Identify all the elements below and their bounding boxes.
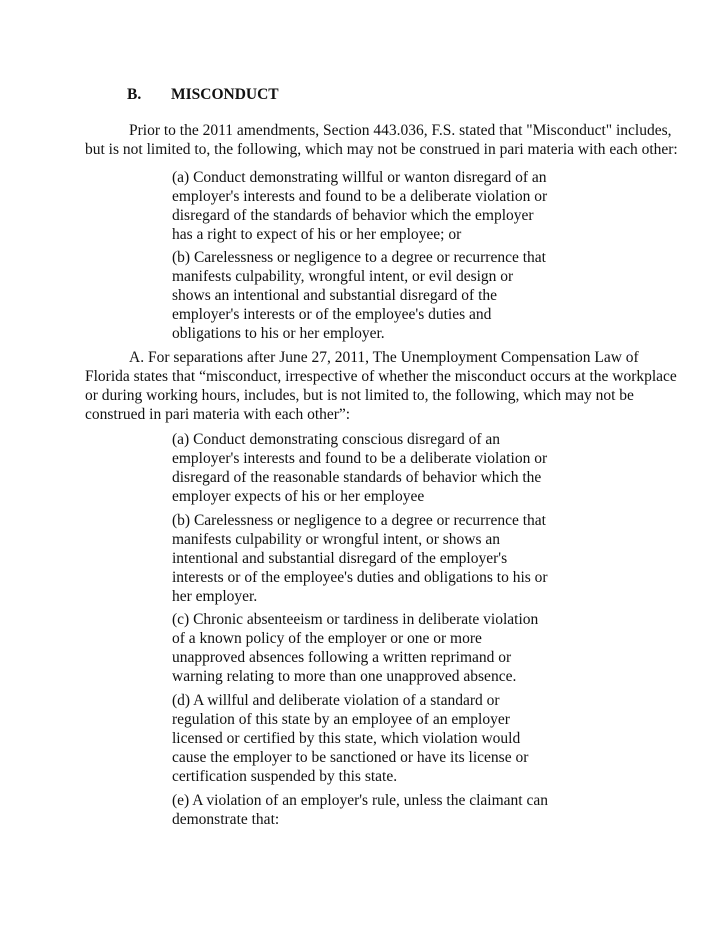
item-line: employer's interests and found to be a deliberate violation or [172,450,548,467]
old-item-a [172,168,548,244]
new-item-a [172,430,548,506]
item-line: employer's interests and found to be a deliberate violation or [172,188,548,205]
item-line: (a) Conduct demonstrating willful or wanton disregard of an [172,169,547,186]
item-line: disregard of the standards of behavior which the employer [172,207,534,224]
intro-paragraph [85,121,678,159]
section-title: MISCONDUCT [171,86,279,103]
item-line: warning relating to more than one unapproved absence. [172,668,517,685]
section-letter: B. [127,86,142,103]
section-heading [127,86,279,104]
item-line: demonstrate that: [172,811,280,828]
new-item-b [172,511,548,606]
item-line: has a right to expect of his or her employee; or [172,226,462,243]
second-paragraph [85,348,677,424]
new-item-e [172,791,548,829]
paragraph-line: but is not limited to, the following, which may not be construed in pari materia with each other: [85,141,678,158]
item-line: cause the employer to be sanctioned or have its license or [172,749,529,766]
item-line: regulation of this state by an employee of an employer [172,711,510,728]
item-line: (b) Carelessness or negligence to a degree or recurrence that [172,512,546,529]
item-line: (c) Chronic absenteeism or tardiness in deliberate violation [172,611,539,628]
item-line: (e) A violation of an employer's rule, unless the claimant can [172,792,548,809]
item-line: interests or of the employee's duties and obligations to his or [172,569,548,586]
item-line: employer expects of his or her employee [172,488,425,505]
item-line: obligations to his or her employer. [172,325,385,342]
item-line: manifests culpability, wrongful intent, or evil design or [172,268,514,285]
paragraph-line: construed in pari materia with each other”: [85,406,351,423]
paragraph-line: Prior to the 2011 amendments, Section 443.036, F.S. stated that "Misconduct" includes, [129,122,672,139]
paragraph-line: A. For separations after June 27, 2011, The Unemployment Compensation Law of [129,349,639,366]
new-item-d [172,691,532,786]
item-line: shows an intentional and substantial disregard of the [172,287,498,304]
item-line: manifests culpability or wrongful intent, or shows an [172,531,501,548]
item-line: licensed or certified by this state, which violation would [172,730,521,747]
item-line: (d) A willful and deliberate violation of a standard or [172,692,500,709]
item-line: (a) Conduct demonstrating conscious disregard of an [172,431,500,448]
new-item-c [172,610,539,686]
item-line: of a known policy of the employer or one or more [172,630,482,647]
paragraph-line: or during working hours, includes, but is not limited to, the following, which may not be [85,387,634,404]
item-line: unapproved absences following a written reprimand or [172,649,512,666]
item-line: intentional and substantial disregard of the employer's [172,550,508,567]
item-line: certification suspended by this state. [172,768,398,785]
item-line: (b) Carelessness or negligence to a degree or recurrence that [172,249,546,266]
paragraph-line: Florida states that “misconduct, irrespective of whether the misconduct occurs at the workplace [85,368,677,385]
old-item-b [172,248,546,343]
item-line: employer's interests or of the employee's duties and [172,306,492,323]
item-line: disregard of the reasonable standards of behavior which the [172,469,542,486]
item-line: her employer. [172,588,258,605]
